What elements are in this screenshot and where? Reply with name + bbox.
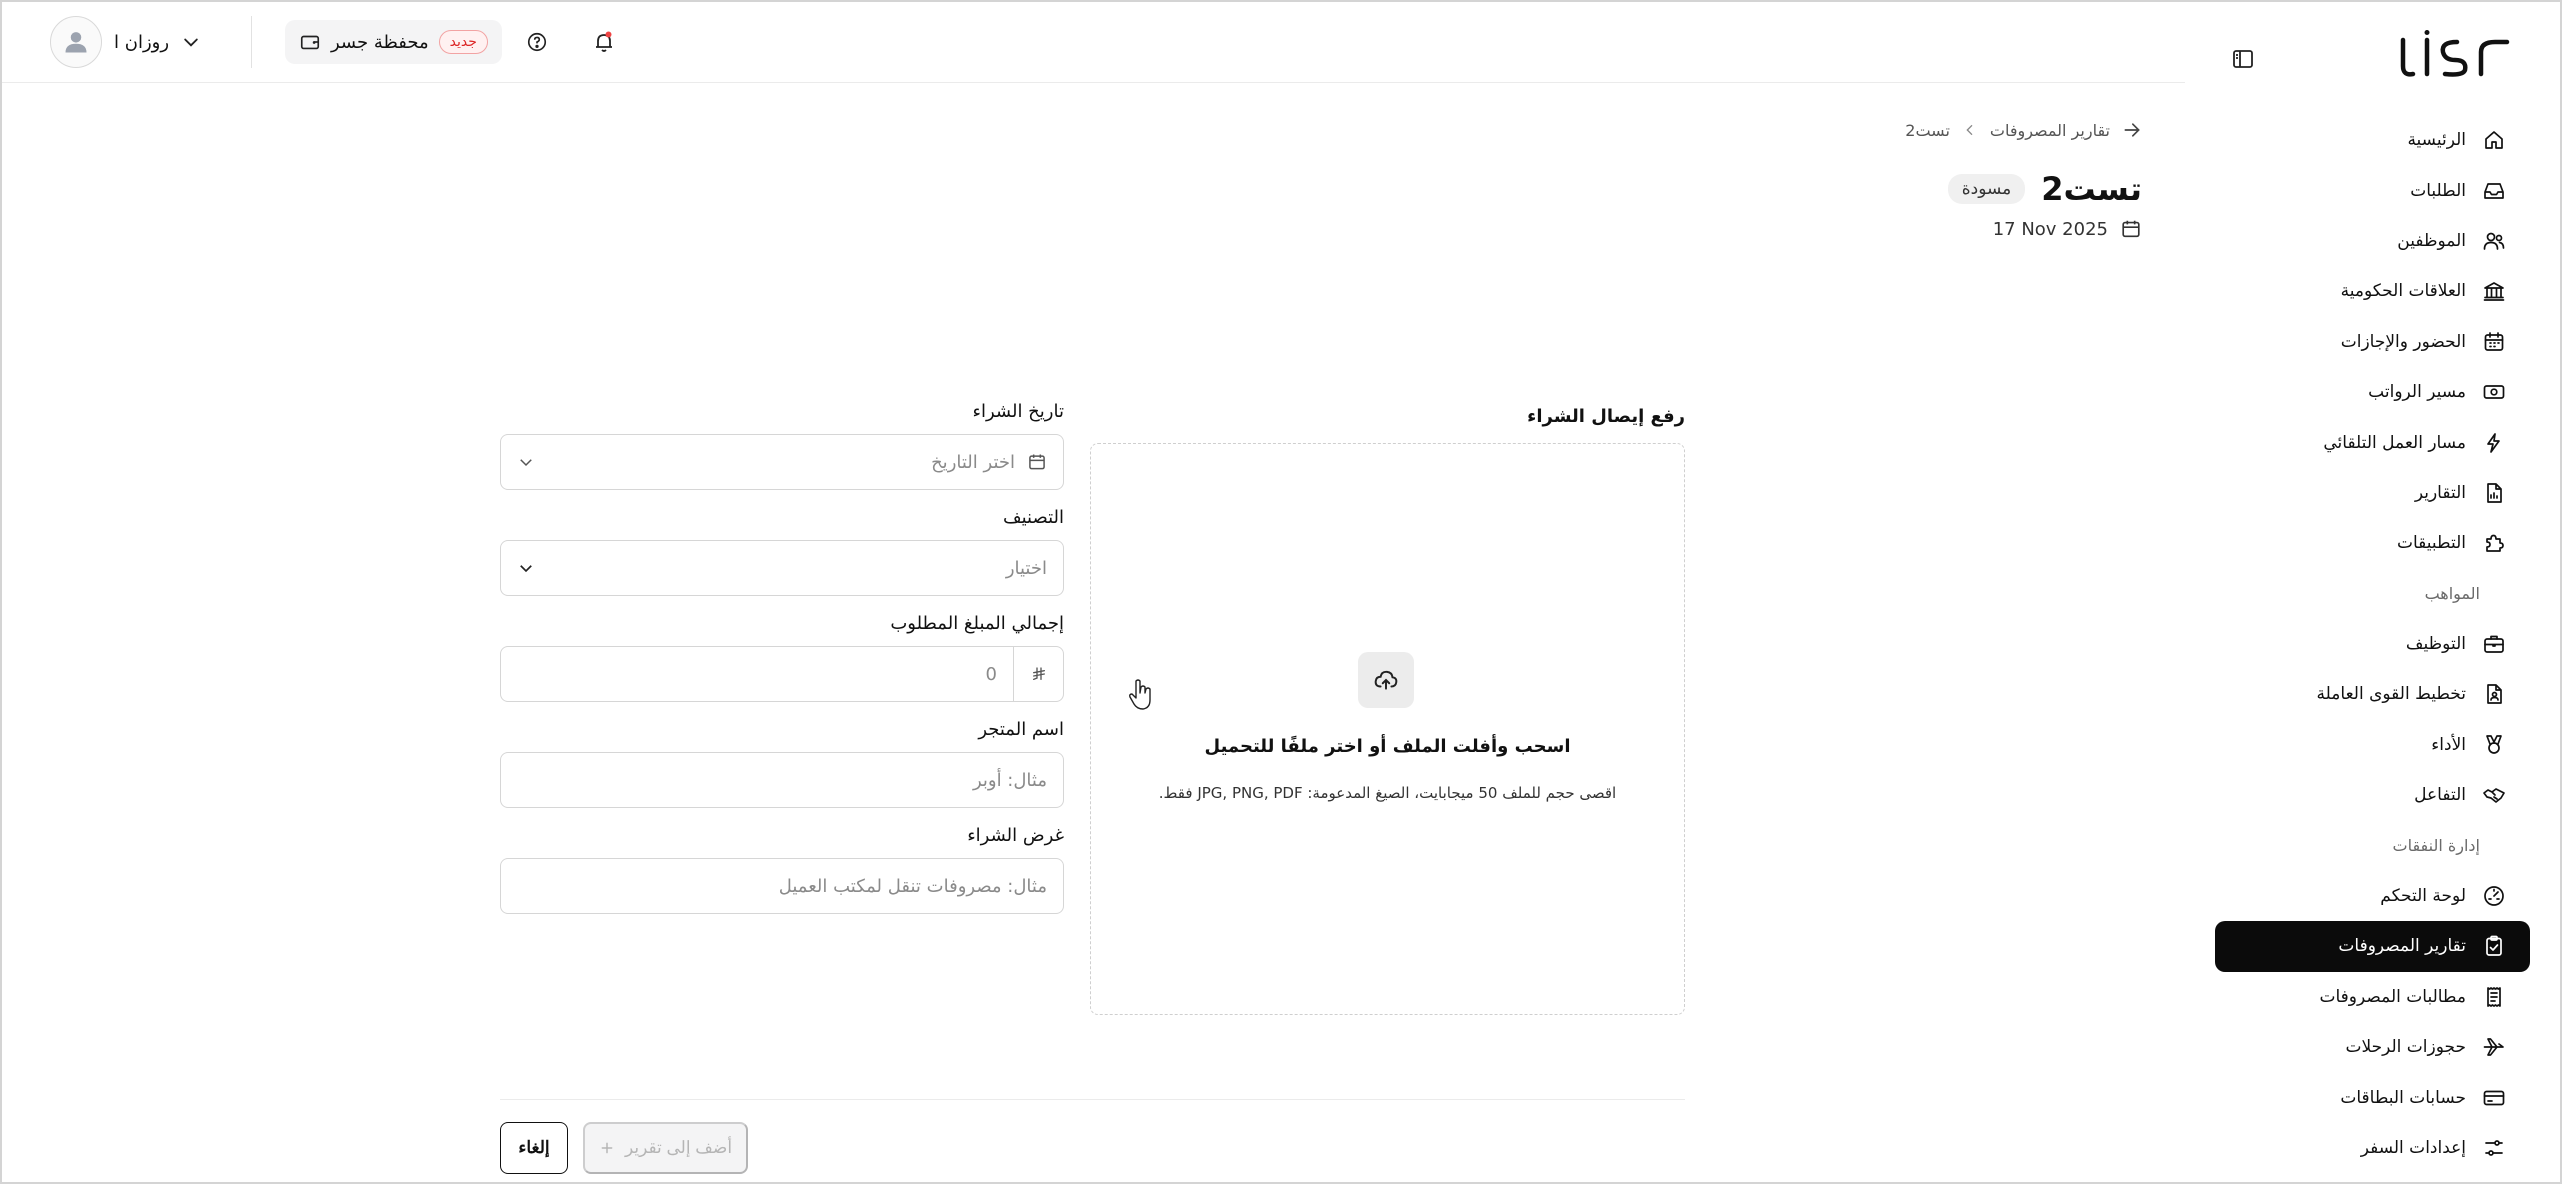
page-title: تست2	[2041, 170, 2142, 208]
sidebar-item-users[interactable]	[2215, 216, 2530, 266]
sidebar-item-credit-card[interactable]	[2215, 1072, 2530, 1122]
file-person-icon	[2480, 680, 2508, 708]
sidebar-collapse-icon[interactable]	[2228, 44, 2258, 74]
jisr-logo[interactable]	[2397, 30, 2517, 82]
sidebar-item-report[interactable]	[2215, 468, 2530, 518]
category-placeholder: اختيار	[1005, 557, 1047, 579]
calendar-icon	[2120, 218, 2142, 240]
riyal-currency-icon	[1013, 647, 1063, 701]
back-arrow-icon[interactable]	[2122, 120, 2142, 140]
calendar-icon	[2480, 328, 2508, 356]
add-to-report-button[interactable]	[583, 1122, 748, 1174]
upload-label: رفع إيصال الشراء	[1527, 406, 1685, 427]
plus-icon	[599, 1140, 615, 1156]
sidebar-item-sliders[interactable]	[2215, 1123, 2530, 1173]
cancel-button[interactable]: إلغاء	[500, 1122, 568, 1174]
sidebar-item-handshake[interactable]	[2215, 770, 2530, 820]
sidebar-item-label: الحضور والإجازات	[2340, 331, 2466, 352]
medal-icon	[2480, 731, 2508, 759]
report-icon	[2480, 479, 2508, 507]
sidebar-item-label: إعدادات السفر	[2360, 1138, 2466, 1158]
sidebar-item-bank[interactable]	[2215, 266, 2530, 316]
sidebar-item-label: العلاقات الحكومية	[2340, 281, 2466, 302]
receipt-icon	[2480, 983, 2508, 1011]
report-date-text: 17 Nov 2025	[1992, 218, 2108, 240]
new-badge: جديد	[439, 30, 488, 54]
chevron-left-icon	[1962, 122, 1978, 138]
help-icon[interactable]	[522, 27, 552, 57]
merchant-field	[500, 716, 1064, 808]
sidebar-item-label: الموظفين	[2397, 230, 2466, 251]
calendar-icon	[1027, 452, 1047, 472]
upload-cloud-icon	[1358, 652, 1414, 708]
chevron-down-icon[interactable]	[181, 32, 201, 52]
user-menu[interactable]	[50, 16, 201, 68]
handshake-icon	[2480, 781, 2508, 809]
sidebar-item-label: لوحة التحكم	[2380, 886, 2466, 907]
footer-divider	[500, 1099, 1685, 1100]
sidebar-item-inbox[interactable]	[2215, 165, 2530, 215]
sliders-icon	[2480, 1134, 2508, 1162]
category-field	[500, 504, 1064, 596]
sidebar-item-banknote[interactable]	[2215, 367, 2530, 417]
sidebar-item-label: تخطيط القوى العاملة	[2316, 684, 2466, 705]
users-icon	[2480, 227, 2508, 255]
workflow-icon	[2480, 429, 2508, 457]
notification-bell-icon[interactable]	[589, 27, 619, 57]
gauge-icon	[2480, 882, 2508, 910]
sidebar-item-label: الأداء	[2431, 734, 2466, 755]
status-badge: مسودة	[1948, 174, 2026, 204]
banknote-icon	[2480, 378, 2508, 406]
sidebar	[2185, 0, 2562, 1184]
purpose-label: غرض الشراء	[967, 825, 1064, 846]
sidebar-item-home[interactable]	[2215, 115, 2530, 165]
sidebar-item-label: مطالبات المصروفات	[2319, 986, 2466, 1007]
sidebar-item-label: مسير الرواتب	[2368, 382, 2466, 403]
purchase-date-placeholder: اختر التاريخ	[931, 451, 1015, 473]
credit-card-icon	[2480, 1084, 2508, 1112]
sidebar-item-gauge[interactable]	[2215, 871, 2530, 921]
purpose-input[interactable]	[500, 858, 1064, 914]
puzzle-icon	[2480, 529, 2508, 557]
bank-icon	[2480, 277, 2508, 305]
sidebar-item-puzzle[interactable]	[2215, 518, 2530, 568]
header-divider	[251, 16, 252, 68]
inbox-icon	[2480, 177, 2508, 205]
merchant-placeholder: مثال: أوبر	[972, 769, 1047, 791]
expense-form	[500, 398, 1064, 928]
sidebar-item-workflow[interactable]	[2215, 417, 2530, 467]
sidebar-item-label: مسار العمل التلقائي	[2323, 432, 2466, 453]
sidebar-item-label: التوظيف	[2405, 634, 2466, 655]
amount-field	[500, 610, 1064, 702]
sidebar-item-label: تقارير المصروفات	[2338, 936, 2466, 957]
sidebar-item-calendar[interactable]	[2215, 317, 2530, 367]
merchant-label: اسم المتجر	[978, 719, 1064, 740]
jisr-wallet-button[interactable]	[285, 20, 502, 64]
sidebar-item-label: الطلبات	[2410, 180, 2466, 201]
breadcrumb-current: تست2	[1905, 120, 1950, 140]
purpose-field	[500, 822, 1064, 914]
purpose-placeholder: مثال: مصروفات تنقل لمكتب العميل	[778, 875, 1047, 897]
wallet-icon	[299, 31, 321, 53]
title-row	[1948, 170, 2142, 208]
sidebar-nav	[2215, 115, 2530, 1173]
amount-value: 0	[985, 663, 997, 685]
clipboard-check-icon	[2480, 932, 2508, 960]
sidebar-item-plane[interactable]	[2215, 1022, 2530, 1072]
chevron-down-icon	[517, 453, 535, 471]
category-label: التصنيف	[1002, 507, 1064, 528]
sidebar-item-label: الرئيسية	[2407, 130, 2466, 151]
top-header	[0, 0, 2185, 83]
breadcrumb	[1905, 120, 2142, 140]
receipt-dropzone[interactable]	[1090, 443, 1685, 1015]
report-date	[1993, 218, 2142, 240]
briefcase-icon	[2480, 630, 2508, 658]
sidebar-item-medal[interactable]	[2215, 720, 2530, 770]
sidebar-item-label: حسابات البطاقات	[2340, 1087, 2466, 1108]
merchant-input[interactable]	[500, 752, 1064, 808]
sidebar-item-label: التفاعل	[2414, 785, 2466, 806]
purchase-date-label: تاريخ الشراء	[972, 401, 1064, 422]
sidebar-item-label: حجوزات الرحلات	[2345, 1037, 2466, 1058]
amount-label: إجمالي المبلغ المطلوب	[890, 613, 1064, 634]
add-to-report-label: أضف إلى تقرير	[624, 1138, 733, 1157]
plane-icon	[2480, 1033, 2508, 1061]
sidebar-section-label: المواهب	[2424, 584, 2480, 604]
dropzone-title: اسحب وأفلت الملف أو اختر ملفًا للتحميل	[1204, 736, 1571, 757]
sidebar-item-label: التطبيقات	[2396, 533, 2466, 554]
sidebar-item-file-person[interactable]	[2215, 669, 2530, 719]
chevron-down-icon	[517, 559, 535, 577]
breadcrumb-parent[interactable]: تقارير المصروفات	[1989, 120, 2110, 140]
sidebar-item-label: التقارير	[2414, 482, 2466, 503]
user-name: روزان ا	[114, 31, 170, 53]
sidebar-section-label: إدارة النفقات	[2392, 836, 2480, 856]
sidebar-item-receipt[interactable]	[2215, 972, 2530, 1022]
dropzone-hint: اقصى حجم للملف 50 ميجابايت، الصيغ المدعومة: JPG, PNG, PDF فقط.	[1158, 784, 1617, 802]
purchase-date-picker[interactable]	[500, 434, 1064, 490]
category-select[interactable]	[500, 540, 1064, 596]
home-icon	[2480, 126, 2508, 154]
sidebar-item-briefcase[interactable]	[2215, 619, 2530, 669]
wallet-label: محفظة جسر	[331, 31, 429, 53]
avatar	[50, 16, 102, 68]
purchase-date-field	[500, 398, 1064, 490]
amount-input[interactable]	[500, 646, 1064, 702]
sidebar-item-clipboard-check[interactable]	[2215, 921, 2530, 971]
